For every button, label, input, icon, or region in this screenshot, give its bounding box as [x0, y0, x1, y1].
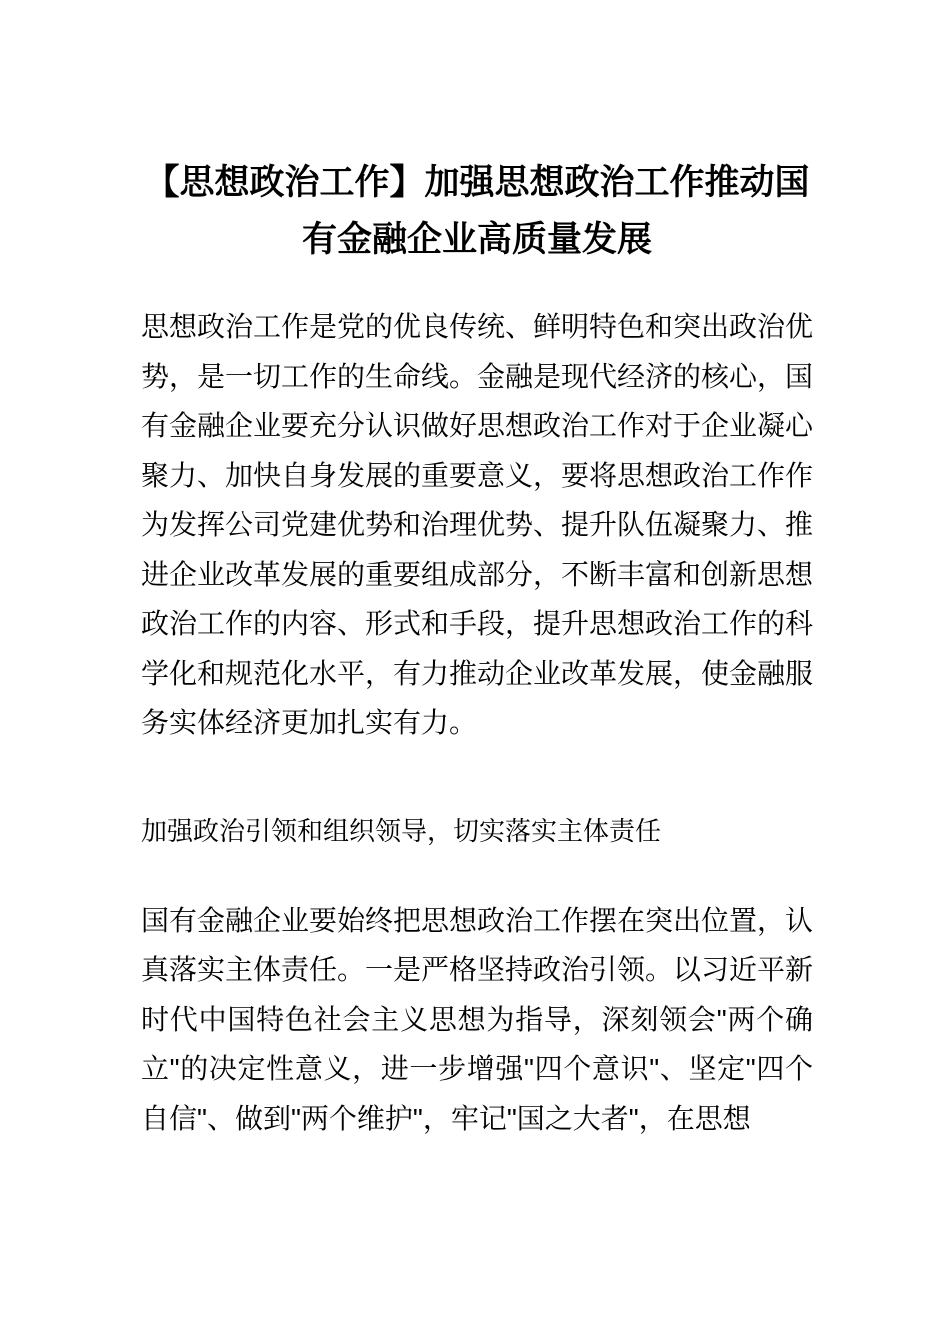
document-title: 【思想政治工作】加强思想政治工作推动国有金融企业高质量发展	[144, 163, 810, 259]
intro-paragraph: 思想政治工作是党的优良传统、鲜明特色和突出政治优势，是一切工作的生命线。金融是现代经济的核心，国有金融企业要充分认识做好思想政治工作对于企业凝心聚力、加快自身发展的重要意义，要将思想政治工作作为发挥公司党建优势和治理优势、提升队伍凝聚力、推进企业改革发展的重要组成部分，不断丰富和创新思想政治工作的内容、形式和手段，提升思想政治工作的科学化和规范化水平，有力推动企业改革发展，使金融服务实体经济更加扎实有力。	[141, 311, 814, 738]
section-heading: 加强政治引领和组织领导，切实落实主体责任	[141, 815, 662, 846]
section-paragraph: 国有金融企业要始终把思想政治工作摆在突出位置，认真落实主体责任。一是严格坚持政治引领。以习近平新时代中国特色社会主义思想为指导，深刻领会"两个确立"的决定性意义，进一步增强"四个意识"、坚定"四个自信"、做到"两个维护"，牢记"国之大者"，在思想	[141, 904, 814, 1134]
